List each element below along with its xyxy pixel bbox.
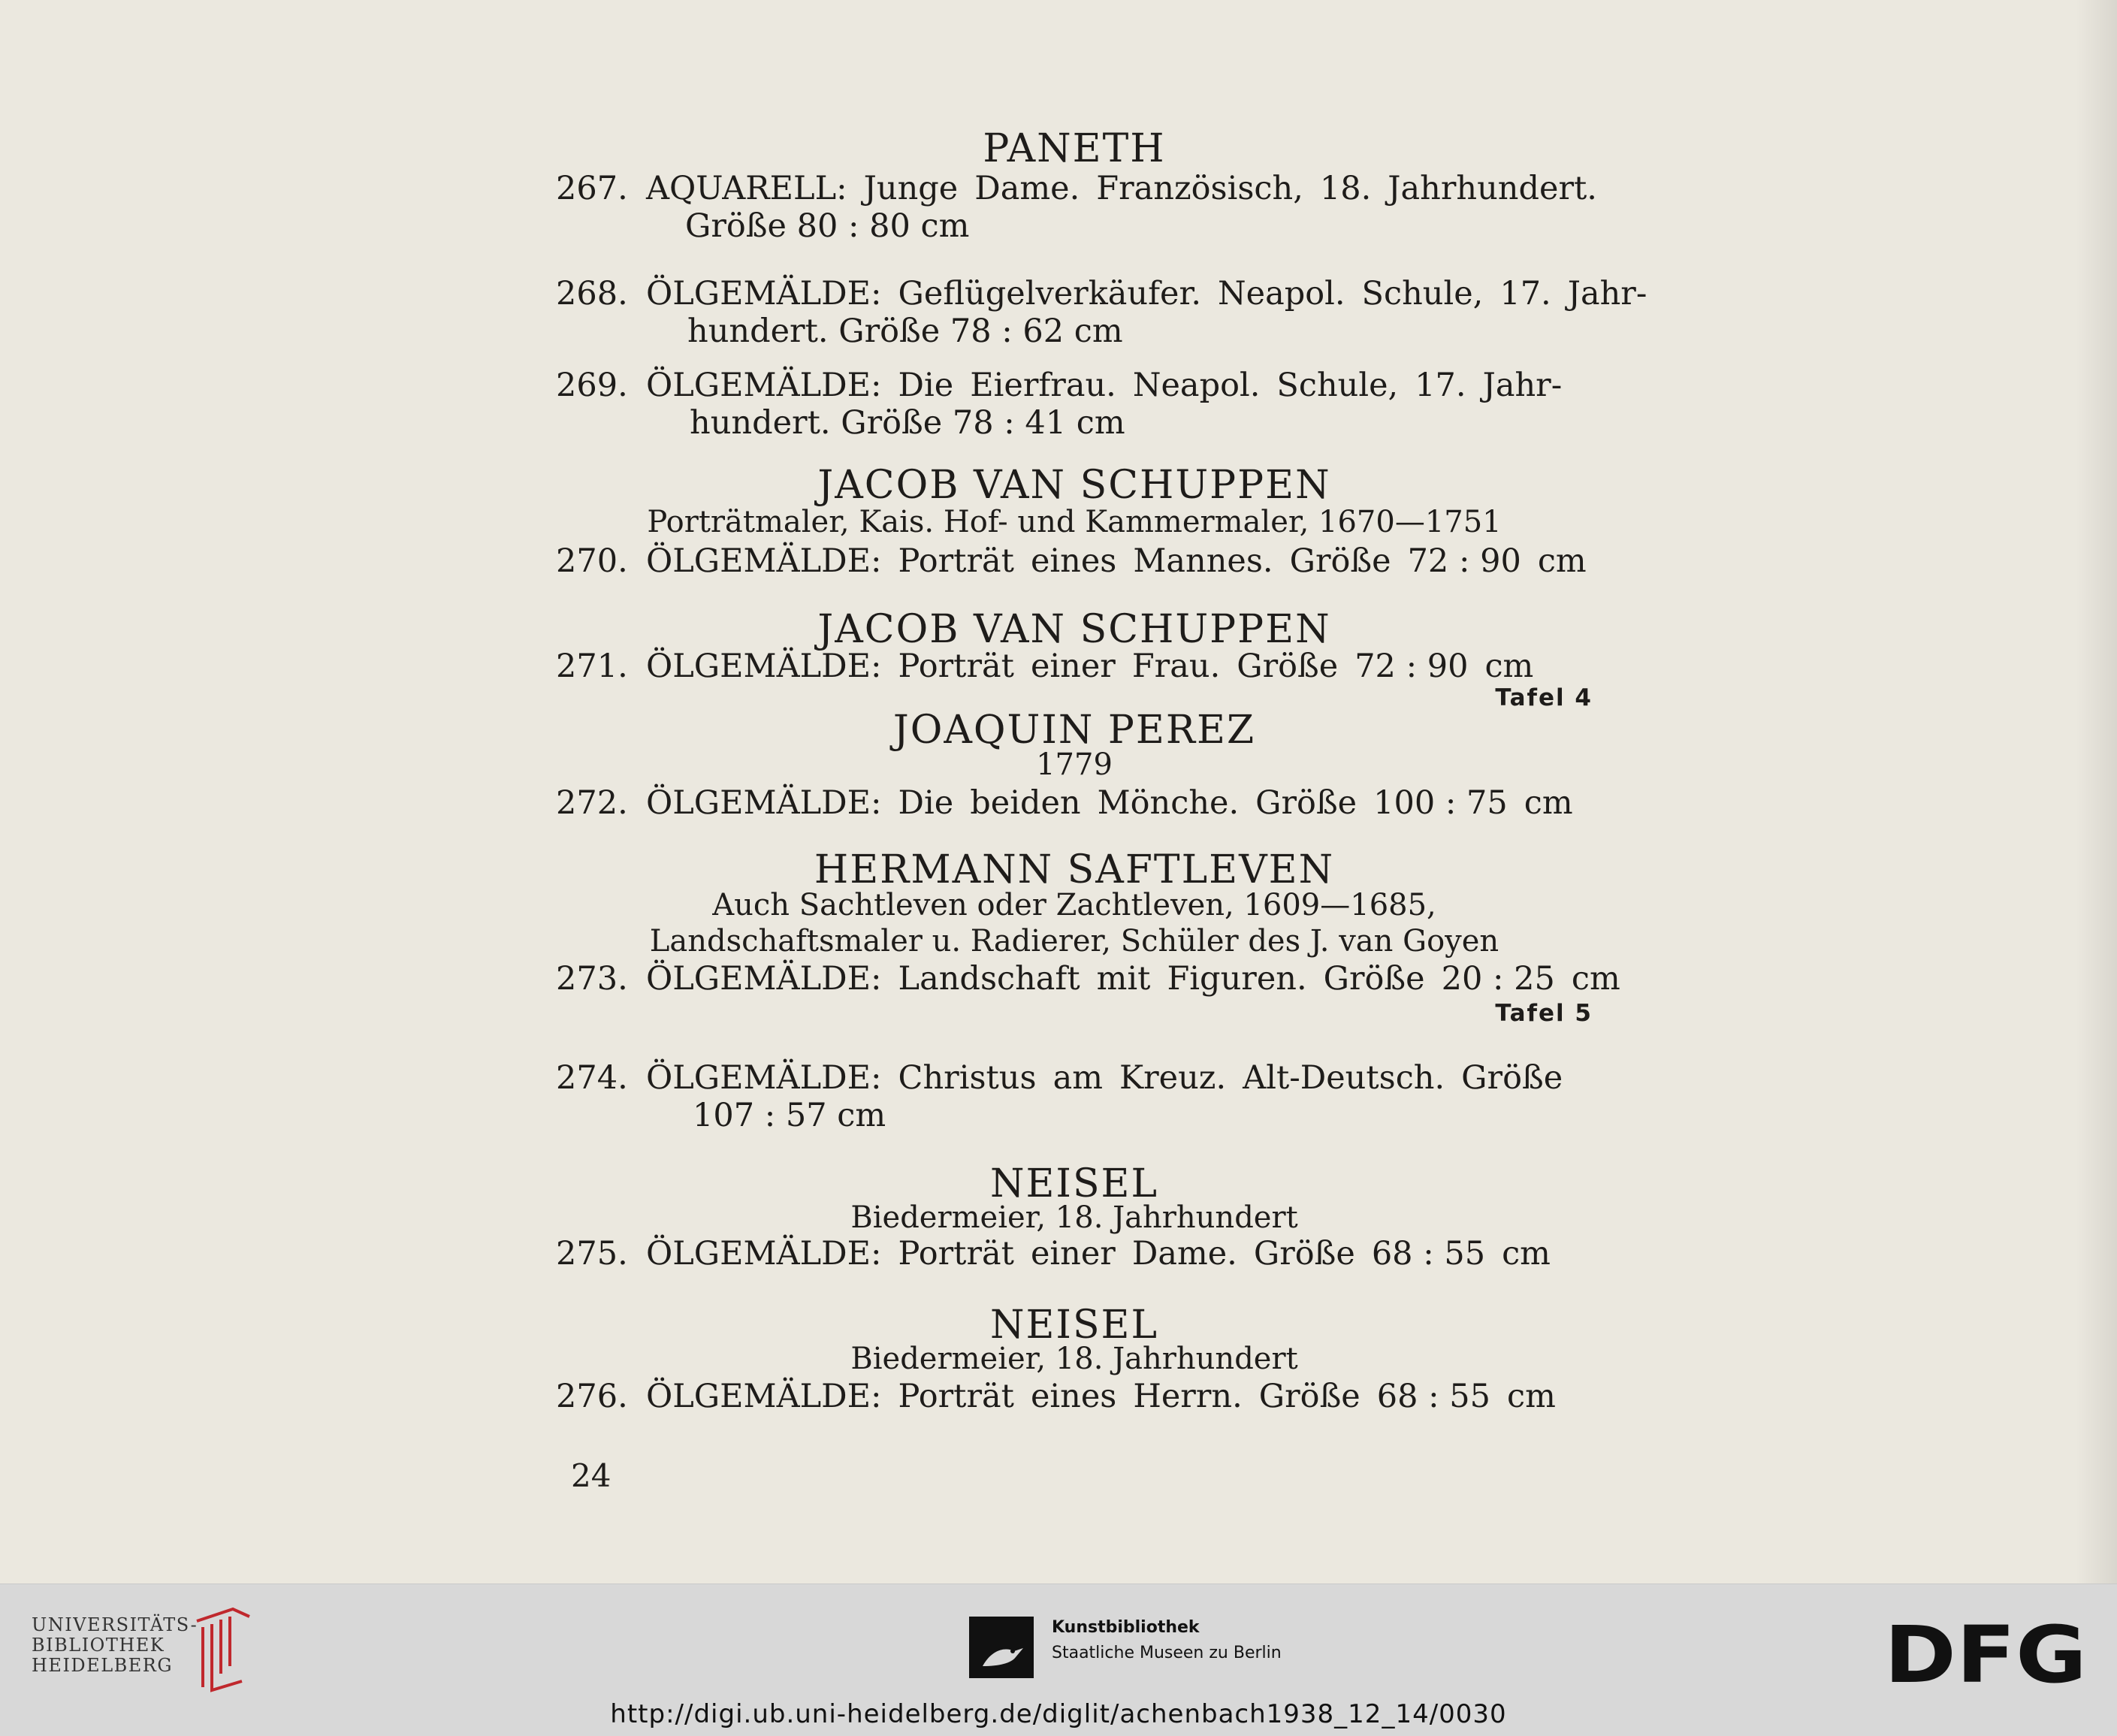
artist-subtitle: Auch Sachtleven oder Zachtleven, 1609—1685,: [712, 888, 1436, 922]
page-edge-shadow: [2076, 0, 2117, 1584]
entry-line: ÖLGEMÄLDE: Porträt eines Herrn. Größe 68 : 55 cm: [646, 1378, 1556, 1415]
page-number: 24: [571, 1457, 612, 1494]
artist-heading: NEISEL: [989, 1303, 1159, 1348]
svg-text:DFG: DFG: [1884, 1619, 2087, 1686]
artist-heading: JOAQUIN PEREZ: [892, 708, 1256, 753]
entry-number: 267.: [556, 170, 628, 207]
artist-subtitle: Biedermeier, 18. Jahrhundert: [850, 1342, 1298, 1376]
entry-line: ÖLGEMÄLDE: Geflügelverkäufer. Neapol. Schule, 17. Jahr-: [646, 275, 1647, 312]
artist-heading: NEISEL: [989, 1161, 1159, 1206]
artist-subtitle: Biedermeier, 18. Jahrhundert: [850, 1200, 1298, 1235]
entry-number: 269.: [556, 367, 628, 404]
artist-heading: JACOB VAN SCHUPPEN: [817, 607, 1331, 652]
entry-line: ÖLGEMÄLDE: Die Eierfrau. Neapol. Schule, 17. Jahr-: [646, 367, 1563, 404]
artist-subtitle: Porträtmaler, Kais. Hof- und Kammermaler, 1670—1751: [647, 505, 1502, 539]
kunstbibliothek-logo-icon[interactable]: [969, 1617, 1034, 1678]
entry-number: 270.: [556, 542, 628, 580]
entry-line: ÖLGEMÄLDE: Porträt einer Frau. Größe 72 : 90 cm: [646, 648, 1534, 685]
artist-heading: HERMANN SAFTLEVEN: [814, 847, 1335, 892]
entry-line: ÖLGEMÄLDE: Landschaft mit Figuren. Größe 20 : 25 cm: [646, 960, 1620, 998]
entry-number: 272.: [556, 784, 628, 822]
plate-reference: Tafel 4: [1495, 684, 1593, 711]
entry-continuation: Größe 80 : 80 cm: [685, 207, 970, 245]
entry-continuation: hundert. Größe 78 : 41 cm: [690, 404, 1125, 442]
entry-number: 276.: [556, 1378, 628, 1415]
artist-subtitle: Landschaftsmaler u. Radierer, Schüler des J. van Goyen: [649, 924, 1499, 959]
entry-number: 268.: [556, 275, 628, 312]
permalink-url[interactable]: http://digi.ub.uni-heidelberg.de/diglit/achenbach1938_12_14/0030: [610, 1699, 1507, 1729]
entry-number: 273.: [556, 960, 628, 998]
artist-heading: JACOB VAN SCHUPPEN: [817, 463, 1331, 508]
entry-line: ÖLGEMÄLDE: Die beiden Mönche. Größe 100 : 75 cm: [646, 784, 1573, 822]
entry-number: 275.: [556, 1235, 628, 1273]
entry-number: 271.: [556, 648, 628, 685]
dfg-logo-icon[interactable]: [1884, 1619, 2088, 1686]
plate-reference: Tafel 5: [1495, 1000, 1593, 1027]
ub-heidelberg-wordmark[interactable]: UNIVERSITÄTS- BIBLIOTHEK HEIDELBERG: [32, 1614, 198, 1676]
entry-continuation: hundert. Größe 78 : 62 cm: [687, 312, 1123, 350]
entry-line: ÖLGEMÄLDE: Christus am Kreuz. Alt-Deutsch. Größe: [646, 1059, 1563, 1097]
entry-line: ÖLGEMÄLDE: Porträt eines Mannes. Größe 72 : 90 cm: [646, 542, 1587, 580]
entry-number: 274.: [556, 1059, 628, 1097]
entry-continuation: 107 : 57 cm: [693, 1097, 886, 1134]
artist-subtitle: 1779: [1036, 747, 1113, 782]
entry-line: AQUARELL: Junge Dame. Französisch, 18. Jahrhundert.: [646, 170, 1597, 207]
ub-heidelberg-logo-icon[interactable]: [192, 1606, 254, 1696]
artist-heading: PANETH: [983, 126, 1166, 171]
kunstbibliothek-wordmark[interactable]: Kunstbibliothek Staatliche Museen zu Berlin: [1052, 1618, 1282, 1662]
entry-line: ÖLGEMÄLDE: Porträt einer Dame. Größe 68 : 55 cm: [646, 1235, 1551, 1273]
